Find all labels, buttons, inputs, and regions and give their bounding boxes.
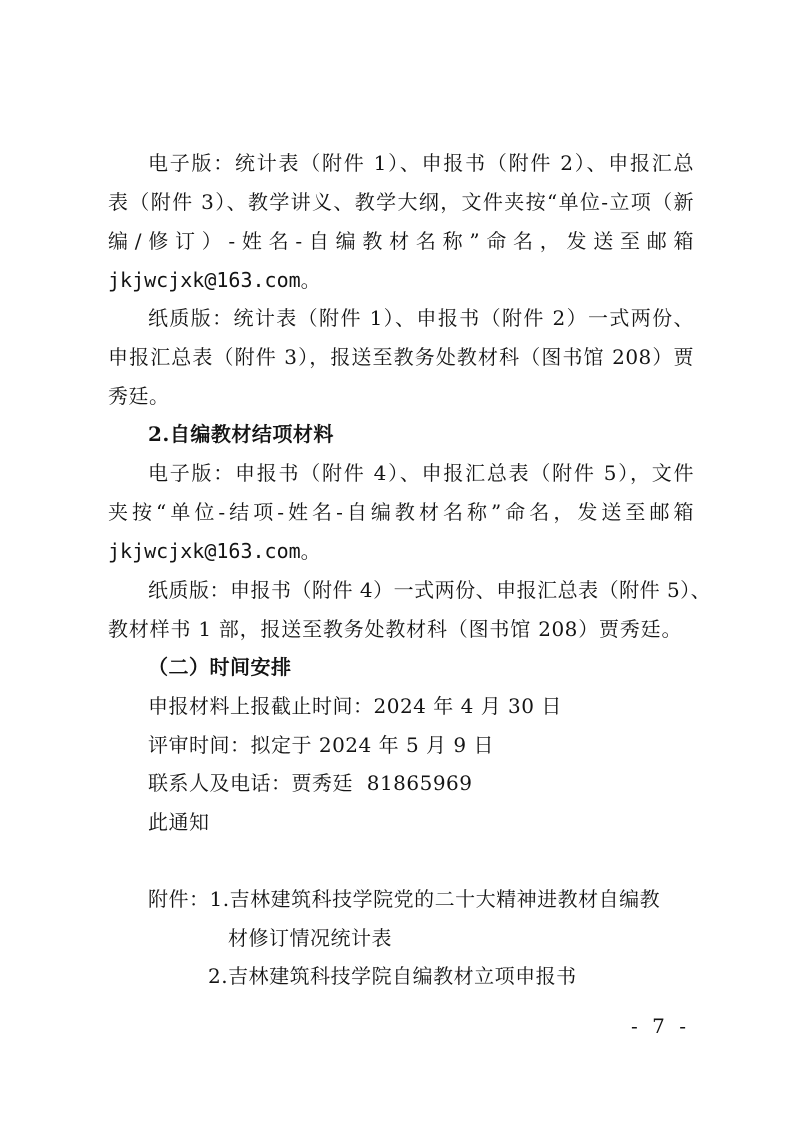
contact-line: 联系人及电话：贾秀廷 81865969: [148, 771, 473, 795]
attachment-line: 材修订情况统计表: [228, 926, 392, 950]
paragraph-line: 秀廷。: [108, 384, 170, 408]
page-number: - 7 -: [631, 1014, 690, 1038]
deadline-line: 申报材料上报截止时间：2024 年 4 月 30 日: [148, 694, 562, 718]
paragraph-line: 教材样书 1 部，报送至教务处教材科（图书馆 208）贾秀廷。: [108, 617, 682, 641]
paragraph-line: 电子版：统计表（附件 1）、申报书（附件 2）、申报汇总: [148, 151, 694, 175]
paragraph-line: 电子版：申报书（附件 4）、申报汇总表（附件 5），文件: [148, 461, 694, 485]
attachment-line: 2.吉林建筑科技学院自编教材立项申报书: [208, 964, 577, 988]
paragraph-line: 夹按“单位-结项-姓名-自编教材名称”命名，发送至邮箱: [108, 500, 694, 524]
section-heading: 2.自编教材结项材料: [148, 422, 334, 446]
section-heading: （二）时间安排: [148, 655, 292, 679]
closing-line: 此通知: [148, 810, 210, 834]
paragraph-line: 纸质版：统计表（附件 1）、申报书（附件 2）一式两份、: [148, 306, 694, 330]
paragraph-line: 编/修订）-姓名-自编教材名称”命名，发送至邮箱: [108, 229, 694, 253]
review-date-line: 评审时间：拟定于 2024 年 5 月 9 日: [148, 733, 494, 757]
paragraph-line: 表（附件 3）、教学讲义、教学大纲，文件夹按“单位-立项（新: [108, 190, 694, 214]
paragraph-line: 纸质版：申报书（附件 4）一式两份、申报汇总表（附件 5）、: [148, 578, 712, 602]
paragraph-line: 申报汇总表（附件 3），报送至教务处教材科（图书馆 208）贾: [108, 345, 694, 369]
email-address: jkjwcjxk@163.com。: [108, 539, 321, 563]
attachment-line: 附件：1.吉林建筑科技学院党的二十大精神进教材自编教: [148, 887, 661, 911]
email-address: jkjwcjxk@163.com。: [108, 268, 321, 292]
